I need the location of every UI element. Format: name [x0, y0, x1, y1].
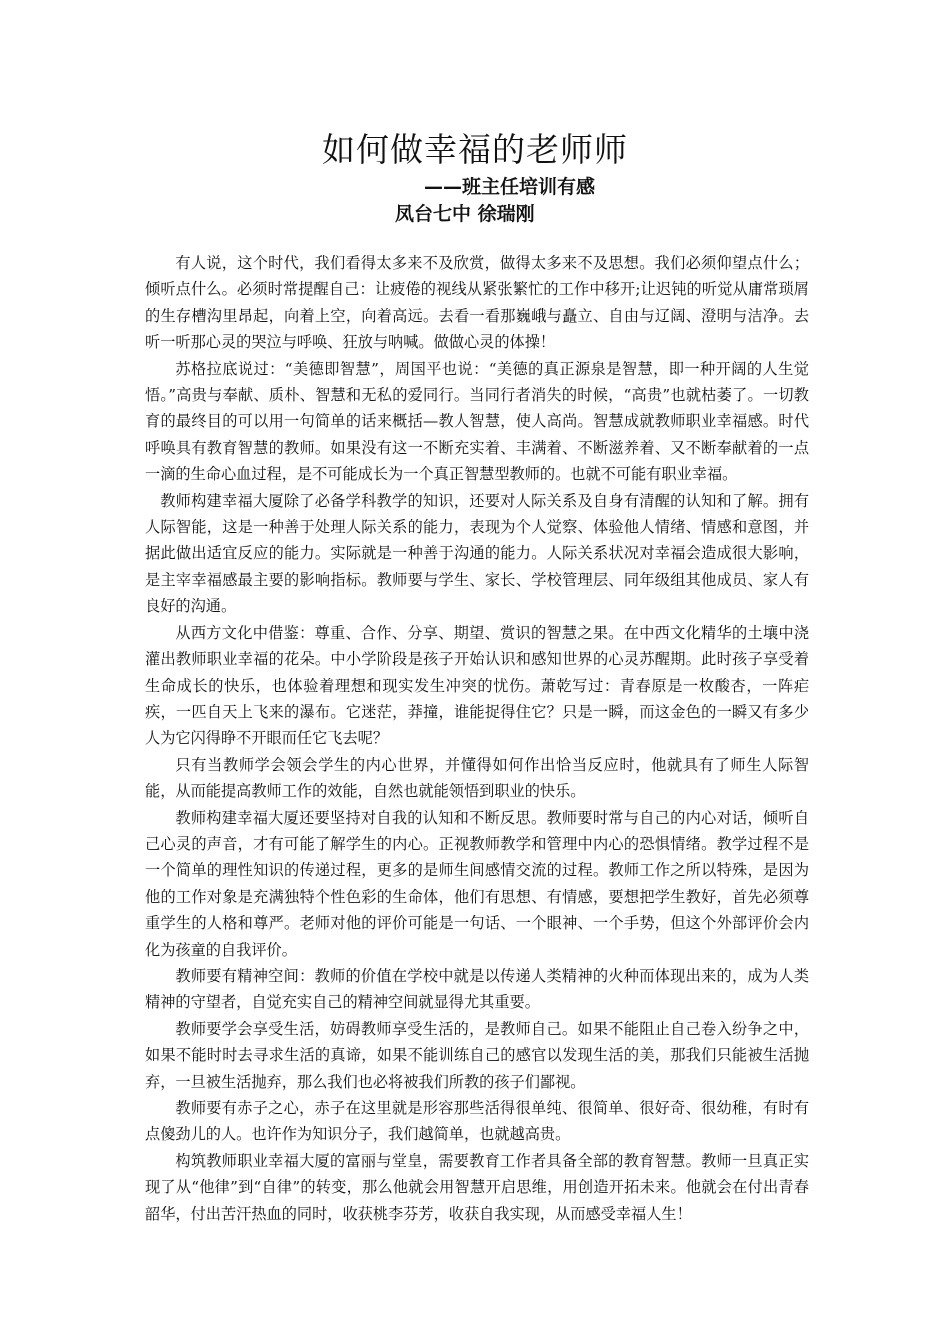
paragraph: 教师构建幸福大厦除了必备学科教学的知识，还要对人际关系及自身有清醒的认知和了解。拥有人际智能，这是一种善于处理人际关系的能力，表现为个人觉察、体验他人情绪、情感和意图，并据此做出适宜反应的能力。实际就是一种善于沟通的能力。人际关系状况对幸福会造成很大影响，是主宰幸福感最主要的影响指标。教师要与学生、家长、学校管理层、同年级组其他成员、家人有良好的沟通。: [145, 491, 809, 616]
paragraph: 苏格拉底说过：“美德即智慧”，周国平也说：“美德的真正源泉是智慧，即一种开阔的人生觉悟。”高贵与奉献、质朴、智慧和无私的爱同行。当同行者消失的时候，“高贵”也就枯萎了。一切教育的最终目的可以用一句简单的话来概括—教人智慧，使人高尚。智慧成就教师职业幸福感。时代呼唤具有教育智慧的教师。如果没有这一不断充实着、丰满着、不断滋养着、又不断奉献着的一点一滴的生命心血过程，是不可能成长为一个真正智慧型教师的。也就不可能有职业幸福。: [145, 359, 809, 484]
paragraph: 有人说，这个时代，我们看得太多来不及欣赏，做得太多来不及思想。我们必须仰望点什么；倾听点什么。必须时常提醒自己：让疲倦的视线从紧张繁忙的工作中移开;让迟钝的听觉从庸常琐屑的生存槽沟里昂起，向着上空，向着高远。去看一看那巍峨与矗立、自由与辽阔、澄明与洁净。去听一听那心灵的哭泣与呼唤、狂放与呐喊。做做心灵的体操！: [145, 254, 809, 352]
paragraph: 构筑教师职业幸福大厦的富丽与堂皇，需要教育工作者具备全部的教育智慧。教师一旦真正实现了从“他律”到“自律”的转变，那么他就会用智慧开启思维，用创造开拓未来。他就会在付出青春韶华，付出苦汗热血的同时，收获桃李芬芳，收获自我实现，从而感受幸福人生！: [145, 1151, 809, 1223]
paragraph: 教师要学会享受生活，妨碍教师享受生活的，是教师自己。如果不能阻止自己卷入纷争之中，如果不能时时去寻求生活的真谛，如果不能训练自己的感官以发现生活的美，那我们只能被生活抛弃，一旦被生活抛弃，那么我们也必将被我们所教的孩子们鄙视。: [145, 1019, 809, 1091]
paragraph: 教师要有精神空间：教师的价值在学校中就是以传递人类精神的火种而体现出来的，成为人类精神的守望者，自觉充实自己的精神空间就显得尤其重要。: [145, 966, 809, 1012]
document-author: 凤台七中 徐瑞刚: [395, 203, 535, 225]
document-subtitle: ——班主任培训有感: [424, 176, 596, 198]
paragraph: 教师构建幸福大厦还要坚持对自我的认知和不断反思。教师要时常与自己的内心对话，倾听自己心灵的声音，才有可能了解学生的内心。正视教师教学和管理中内心的恐惧情绪。教学过程不是一个简单的理性知识的传递过程，更多的是师生间感情交流的过程。教师工作之所以特殊，是因为他的工作对象是充满独特个性色彩的生命体，他们有思想、有情感，要想把学生教好，首先必须尊重学生的人格和尊严。老师对他的评价可能是一句话、一个眼神、一个手势，但这个外部评价会内化为孩童的自我评价。: [145, 808, 809, 959]
document-title: 如何做幸福的老师师: [322, 130, 628, 169]
document-body: [145, 250, 809, 1227]
paragraph: 从西方文化中借鉴：尊重、合作、分享、期望、赏识的智慧之果。在中西文化精华的土壤中浇灌出教师职业幸福的花朵。中小学阶段是孩子开始认识和感知世界的心灵苏醒期。此时孩子享受着生命成长的快乐，也体验着理想和现实发生冲突的忧伤。萧乾写过：青春原是一枚酸杏，一阵疟疾，一匹自天上飞来的瀑布。它迷茫，莽撞，谁能捉得住它？只是一瞬，而这金色的一瞬又有多少人为它闪得睁不开眼而任它飞去呢？: [145, 623, 809, 748]
paragraph: 教师要有赤子之心，赤子在这里就是形容那些活得很单纯、很简单、很好奇、很幼稚，有时有点傻劲儿的人。也许作为知识分子，我们越简单，也就越高贵。: [145, 1099, 809, 1144]
paragraph: 只有当教师学会领会学生的内心世界，并懂得如何作出恰当反应时，他就具有了师生人际智能，从而能提高教师工作的效能，自然也就能领悟到职业的快乐。: [145, 755, 809, 801]
